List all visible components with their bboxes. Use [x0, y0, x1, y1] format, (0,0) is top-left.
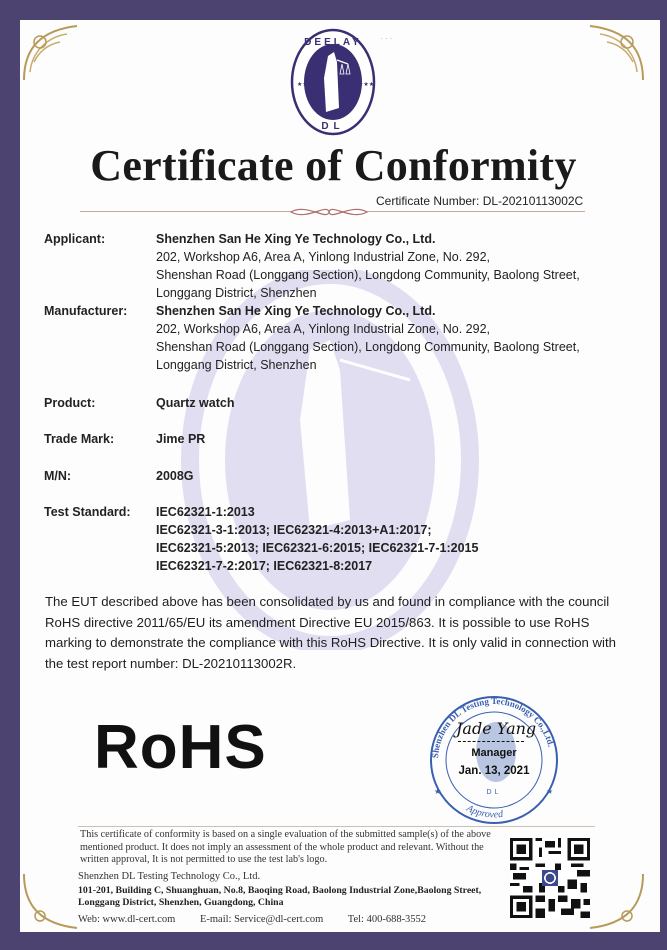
footer-contact	[78, 913, 448, 926]
svg-text:★★★: ★★★	[297, 82, 314, 88]
corner-ornament-icon	[22, 22, 82, 82]
field-trade-mark	[44, 430, 624, 448]
corner-ornament-icon	[585, 22, 645, 82]
standard-line: IEC62321-3-1:2013; IEC62321-4:2013+A1:2017;	[156, 523, 432, 537]
field-label: M/N:	[44, 469, 72, 483]
footer-disclaimer: This certificate of conformity is based on a single evaluation of the submitted sample(s) of the above mentioned product. It does not imply an assessment of the whole product and relevant. Without the written approval, It is not permitted to use the test lab's logo.	[80, 829, 491, 866]
field-label: Manufacturer:	[44, 304, 128, 318]
field-value: Quartz watch	[156, 396, 235, 410]
divider-ornament-icon	[287, 205, 371, 219]
footer-address: 101-201, Building C, Shuanghuan, No.8, Baoqing Road, Baolong Industrial Zone,Baolong Street, Longgang District, Shenzhen, Guangdong, China	[78, 885, 482, 909]
seal-approved-text: Approved	[464, 802, 504, 821]
corner-ornament-icon	[585, 872, 645, 932]
address-line: Longgang District, Shenzhen	[156, 286, 317, 300]
approval-date: Jan. 13, 2021	[458, 765, 530, 777]
address-line: Shenshan Road (Longgang Section), Longdong Community, Baolong Street,	[156, 268, 580, 282]
signature: Jade Yang	[456, 719, 537, 738]
field-label: Test Standard:	[44, 505, 131, 519]
field-applicant	[44, 230, 624, 302]
address-line: Longgang District, Shenzhen	[156, 358, 317, 372]
certificate-number: Certificate Number: DL-20210113002C	[376, 194, 584, 208]
seal-center-text: DL	[486, 789, 502, 796]
applicant-name: Shenzhen San He Xing Ye Technology Co., Ltd.	[156, 232, 436, 246]
svg-text:★: ★	[434, 787, 442, 796]
svg-text:★: ★	[546, 787, 554, 796]
footer-tel: Tel: 400-688-3552	[347, 914, 427, 925]
seal-ring-text: Shenzhen DL Testing Technology Co.,Ltd.	[429, 695, 557, 759]
field-product	[44, 394, 624, 412]
corner-ornament-icon	[22, 872, 82, 932]
standard-line: IEC62321-7-2:2017; IEC62321-8:2017	[156, 559, 373, 573]
footer-company: Shenzhen DL Testing Technology Co., Ltd.	[78, 871, 261, 882]
field-model-number	[44, 467, 624, 485]
approval-seal	[426, 694, 562, 824]
footer-email-link[interactable]: E-mail: Service@dl-cert.com	[199, 914, 324, 925]
svg-text:★★★: ★★★	[358, 82, 375, 88]
field-test-standard	[44, 503, 624, 575]
logo-top-text: DEELAY	[304, 37, 362, 48]
standard-line: IEC62321-5:2013; IEC62321-6:2015; IEC62321-7-1:2015	[156, 541, 479, 555]
address-line: 202, Workshop A6, Area A, Yinlong Industrial Zone, No. 292,	[156, 250, 491, 264]
field-manufacturer	[44, 302, 624, 374]
compliance-statement: The EUT described above has been consolidated by us and found in compliance with the council RoHS directive 2011/65/EU its amendment Directive EU 2015/863. It is possible to use RoHS marking to demonstrate the compliance with this RoHS Directive. It is only valid in connection with the test report number: DL-20210113002R.	[45, 594, 616, 671]
address-line: 202, Workshop A6, Area A, Yinlong Industrial Zone, No. 292,	[156, 322, 491, 336]
field-label: Trade Mark:	[44, 432, 115, 446]
address-line: Shenshan Road (Longgang Section), Longdong Community, Baolong Street,	[156, 340, 580, 354]
field-label: Applicant:	[44, 232, 106, 246]
field-value	[156, 302, 624, 374]
manufacturer-name: Shenzhen San He Xing Ye Technology Co., Ltd.	[156, 304, 436, 318]
deelay-logo	[290, 28, 376, 136]
field-value	[156, 230, 624, 302]
logo-bottom-text: DL	[321, 121, 345, 132]
qr-code-icon[interactable]	[510, 838, 590, 918]
field-value: Jime PR	[156, 432, 206, 446]
signer-role: Manager	[471, 747, 517, 759]
signature-line	[458, 741, 524, 742]
footer-divider	[78, 826, 595, 827]
standard-line: IEC62321-1:2013	[156, 505, 255, 519]
footer-web-link[interactable]: Web: www.dl-cert.com	[78, 914, 176, 925]
field-value: 2008G	[156, 469, 194, 483]
page-title: Certificate of Conformity	[90, 141, 577, 190]
rohs-mark: RoHS	[94, 713, 267, 782]
field-label: Product:	[44, 396, 96, 410]
speckle: · · ·	[380, 34, 393, 43]
